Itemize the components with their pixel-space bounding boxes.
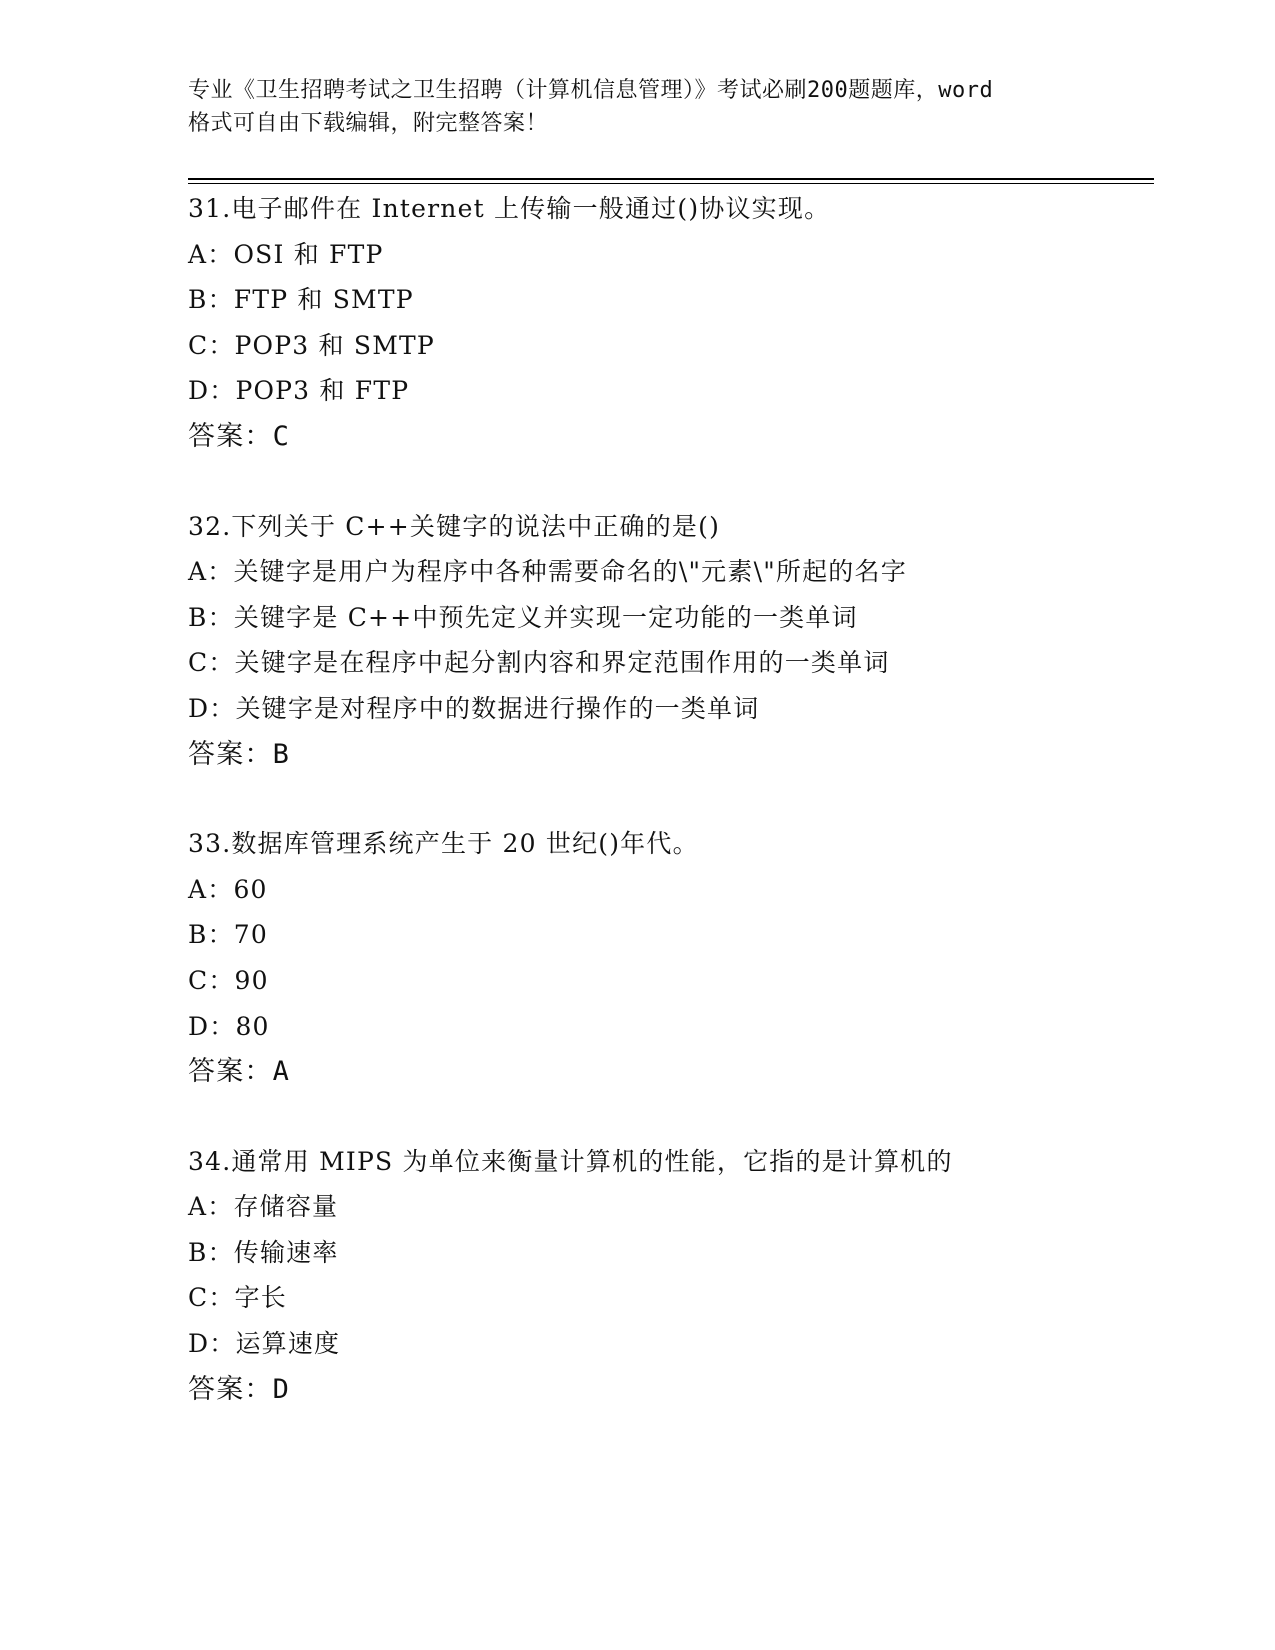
- question-list: [188, 186, 1148, 1456]
- question-stem: 33.数据库管理系统产生于 20 世纪()年代。: [188, 829, 699, 859]
- question-31: [188, 186, 1148, 460]
- document-header: [188, 74, 1088, 140]
- question-33: [188, 821, 1148, 1095]
- option-b: B：传输速率: [188, 1237, 339, 1267]
- option-a: A：60: [188, 874, 268, 904]
- option-b: B：FTP 和 SMTP: [188, 285, 414, 315]
- answer: 答案：B: [188, 738, 291, 770]
- option-b: B：关键字是 C++中预先定义并实现一定功能的一类单词: [188, 602, 858, 632]
- question-stem: 32.下列关于 C++关键字的说法中正确的是(): [188, 511, 721, 541]
- header-divider: [188, 178, 1154, 184]
- question-stem: 31.电子邮件在 Internet 上传输一般通过()协议实现。: [188, 194, 831, 223]
- question-32: [188, 504, 1148, 778]
- answer: 答案：A: [188, 1056, 291, 1088]
- option-d: D：运算速度: [188, 1329, 341, 1359]
- answer: 答案：D: [188, 1373, 291, 1405]
- option-a: A：存储容量: [188, 1192, 339, 1222]
- header-line-2: 格式可自由下载编辑，附完整答案！: [188, 111, 549, 136]
- option-a: A：关键字是用户为程序中各种需要命名的\"元素\"所起的名字: [188, 557, 907, 587]
- option-d: D：80: [188, 1011, 270, 1041]
- question-stem: 34.通常用 MIPS 为单位来衡量计算机的性能，它指的是计算机的: [188, 1146, 953, 1176]
- question-34: [188, 1139, 1148, 1413]
- option-d: D：关键字是对程序中的数据进行操作的一类单词: [188, 693, 760, 723]
- option-d: D：POP3 和 FTP: [188, 376, 410, 406]
- option-c: C：字长: [188, 1283, 287, 1313]
- option-a: A：OSI 和 FTP: [188, 239, 384, 269]
- answer: 答案：C: [188, 420, 291, 452]
- option-b: B：70: [188, 920, 268, 950]
- option-c: C：90: [188, 965, 269, 995]
- option-c: C：关键字是在程序中起分割内容和界定范围作用的一类单词: [188, 648, 890, 678]
- option-c: C：POP3 和 SMTP: [188, 330, 435, 360]
- header-line-1: 专业《卫生招聘考试之卫生招聘（计算机信息管理）》考试必刷200题题库，word: [188, 78, 994, 103]
